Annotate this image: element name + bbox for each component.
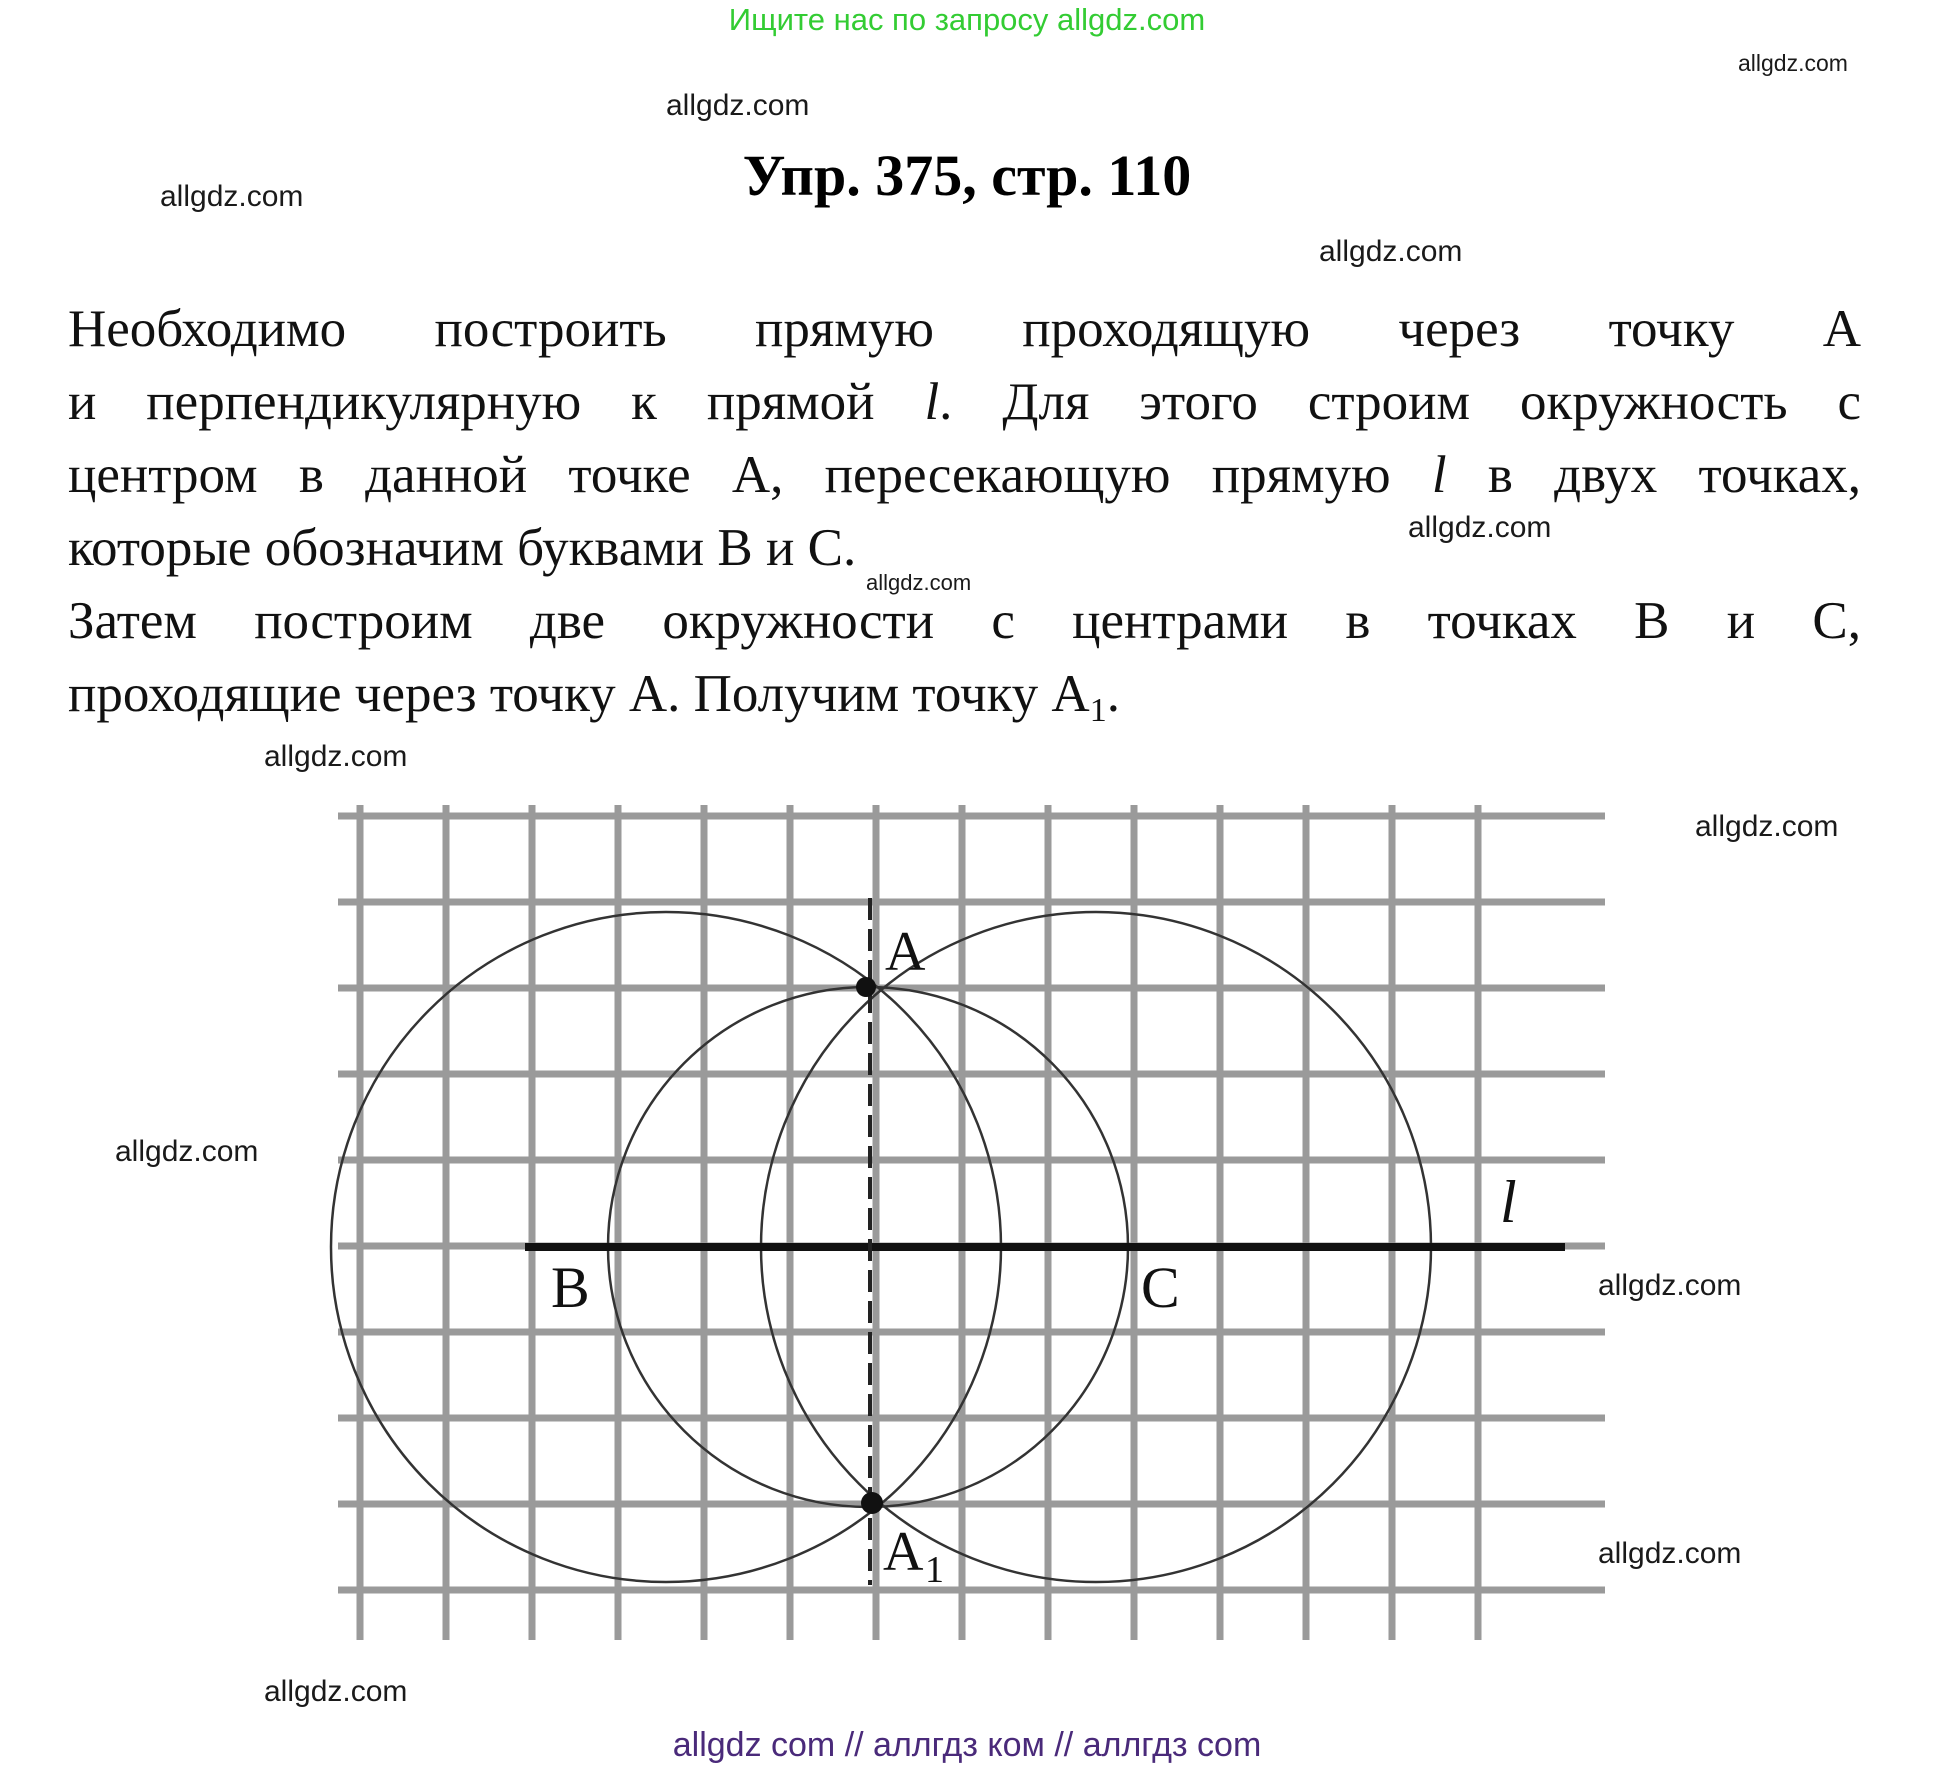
text: . Для этого строим окружность с xyxy=(939,373,1861,431)
text: проходящие через точку А. Получим точку А xyxy=(68,665,1090,723)
word: построить xyxy=(434,300,667,358)
text: которые обозначим буквами В и С. xyxy=(68,519,857,577)
word: проходящую xyxy=(1022,300,1311,358)
watermark: allgdz.com xyxy=(1408,511,1552,544)
exercise-title: Упр. 375, стр. 110 xyxy=(742,143,1192,208)
line-symbol: l xyxy=(924,373,940,431)
subscript: 1 xyxy=(1089,692,1107,729)
label-a1: A xyxy=(883,1521,924,1583)
word: через xyxy=(1398,300,1521,358)
label-a1-subscript: 1 xyxy=(925,1549,944,1591)
footer-links: allgdz com // аллгдз ком // аллгдз com xyxy=(672,1726,1262,1764)
text: . xyxy=(1106,665,1120,723)
watermark: allgdz.com xyxy=(1695,810,1839,843)
point-a1 xyxy=(861,1492,883,1514)
label-line-l: l xyxy=(1500,1169,1517,1235)
label-c: C xyxy=(1141,1255,1180,1320)
watermark: allgdz.com xyxy=(1598,1537,1742,1570)
grid xyxy=(338,805,1605,1640)
watermark: allgdz.com xyxy=(1319,235,1463,268)
line-symbol: l xyxy=(1431,446,1447,504)
text: Затем построим две окружности с центрами в точках В и С, xyxy=(68,592,1861,650)
text: и перпендикулярную к прямой xyxy=(68,373,925,431)
watermark: allgdz.com xyxy=(1738,50,1848,76)
watermark: allgdz.com xyxy=(1598,1269,1742,1302)
word: А xyxy=(1822,300,1861,358)
label-a: A xyxy=(885,921,926,983)
watermark: allgdz.com xyxy=(115,1135,259,1168)
word: прямую xyxy=(755,300,934,358)
watermark: allgdz.com xyxy=(264,740,408,773)
watermark: allgdz.com xyxy=(666,89,810,122)
label-b: B xyxy=(551,1255,590,1320)
watermark: allgdz.com xyxy=(866,570,972,595)
word: точку xyxy=(1608,300,1735,358)
word: Необходимо xyxy=(68,300,347,358)
search-banner: Ищите нас по запросу allgdz.com xyxy=(728,2,1206,37)
text: в двух точках, xyxy=(1446,446,1861,504)
point-a xyxy=(856,977,876,997)
text: центром в данной точке А, пересекающую прямую xyxy=(68,446,1432,504)
watermark: allgdz.com xyxy=(264,1675,408,1708)
watermark: allgdz.com xyxy=(160,180,304,213)
